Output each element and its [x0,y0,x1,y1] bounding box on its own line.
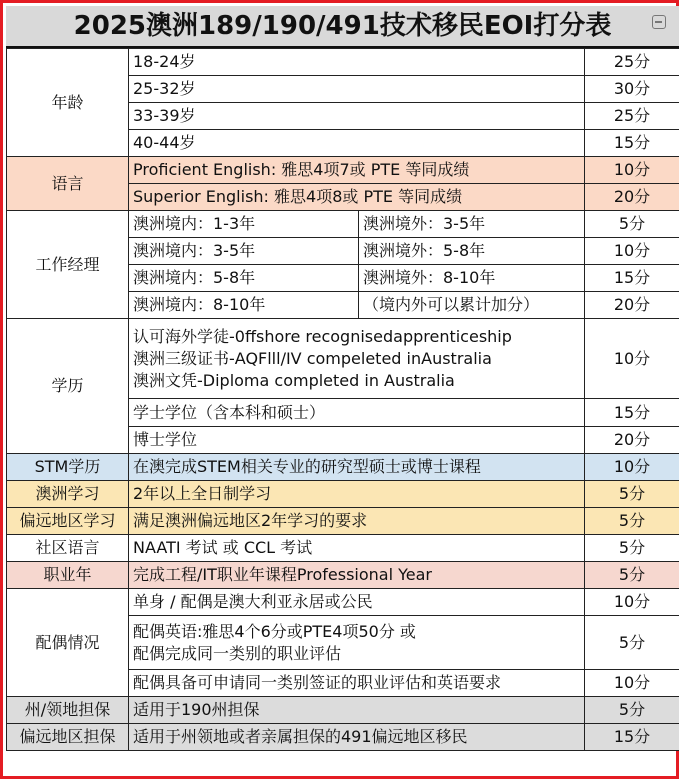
language-row-points: 20分 [585,184,679,211]
work-points: 10分 [585,238,679,265]
category-regional: 偏远地区担保 [7,724,129,751]
category-education: 学历 [7,319,129,454]
work-points: 15分 [585,265,679,292]
partner-single-desc: 单身 / 配偶是澳大利亚永居或公民 [129,589,585,616]
state-points: 5分 [585,697,679,724]
partner-english-points: 5分 [585,616,679,670]
regional-study-points: 5分 [585,508,679,535]
category-regional-study: 偏远地区学习 [7,508,129,535]
community-points: 5分 [585,535,679,562]
professional-year-points: 5分 [585,562,679,589]
study-points: 5分 [585,481,679,508]
work-offshore: （境内外可以累计加分） [359,292,585,319]
exit-icon[interactable] [652,15,666,29]
education-diploma-desc [129,319,585,399]
category-professional-year: 职业年 [7,562,129,589]
page-title: 2025澳洲189/190/491技术移民EOI打分表 [6,6,679,48]
table-row [7,562,679,589]
community-desc: NAATI 考试 或 CCL 考试 [129,535,585,562]
category-work: 工作经理 [7,211,129,319]
work-offshore: 澳洲境外：8-10年 [359,265,585,292]
table-row [7,508,679,535]
table-row [7,211,679,238]
language-row-points: 10分 [585,157,679,184]
language-row-desc: Superior English: 雅思4项8或 PTE 等同成绩 [129,184,585,211]
table-row [7,49,679,76]
education-diploma-line: 认可海外学徒-0ffshore recognisedapprenticeship [133,326,512,346]
partner-english-line: 配偶英语:雅思4个6分或PTE4项50分 或 [133,621,416,641]
state-desc: 适用于190州担保 [129,697,585,724]
age-row-desc: 33-39岁 [129,103,585,130]
partner-skilled-desc: 配偶具备可申请同一类别签证的职业评估和英语要求 [129,670,585,697]
partner-english-desc [129,616,585,670]
eoi-points-table [6,48,679,751]
partner-skilled-points: 10分 [585,670,679,697]
table-row [7,454,679,481]
age-row-desc: 18-24岁 [129,49,585,76]
education-diploma-line: 澳洲文凭-Diploma completed in Australia [133,370,455,390]
education-doctorate-desc: 博士学位 [129,427,585,454]
table-row [7,157,679,184]
age-row-points: 25分 [585,49,679,76]
category-state: 州/领地担保 [7,697,129,724]
age-row-points: 30分 [585,76,679,103]
regional-desc: 适用于州领地或者亲属担保的491偏远地区移民 [129,724,585,751]
stm-desc: 在澳完成STEM相关专业的研究型硕士或博士课程 [129,454,585,481]
work-onshore: 澳洲境内：8-10年 [129,292,359,319]
table-row [7,724,679,751]
category-age: 年龄 [7,49,129,157]
age-row-points: 25分 [585,103,679,130]
table-row [7,481,679,508]
work-offshore: 澳洲境外：3-5年 [359,211,585,238]
work-onshore: 澳洲境内：1-3年 [129,211,359,238]
category-stm: STM学历 [7,454,129,481]
table-row [7,697,679,724]
regional-study-desc: 满足澳洲偏远地区2年学习的要求 [129,508,585,535]
work-points: 20分 [585,292,679,319]
regional-points: 15分 [585,724,679,751]
education-bachelor-desc: 学士学位（含本科和硕士） [129,399,585,427]
category-language: 语言 [7,157,129,211]
category-partner: 配偶情况 [7,589,129,697]
work-onshore: 澳洲境内：5-8年 [129,265,359,292]
age-row-desc: 25-32岁 [129,76,585,103]
partner-single-points: 10分 [585,589,679,616]
work-onshore: 澳洲境内：3-5年 [129,238,359,265]
partner-english-line: 配偶完成同一类别的职业评估 [133,643,342,663]
age-row-points: 15分 [585,130,679,157]
language-row-desc: Proficient English: 雅思4项7或 PTE 等同成绩 [129,157,585,184]
education-doctorate-points: 20分 [585,427,679,454]
category-community-language: 社区语言 [7,535,129,562]
work-points: 5分 [585,211,679,238]
age-row-desc: 40-44岁 [129,130,585,157]
stm-points: 10分 [585,454,679,481]
work-offshore: 澳洲境外：5-8年 [359,238,585,265]
education-diploma-line: 澳洲三级证书-AQFlll/IV compeleted inAustralia [133,348,492,368]
category-study: 澳洲学习 [7,481,129,508]
education-diploma-points: 10分 [585,319,679,399]
education-bachelor-points: 15分 [585,399,679,427]
table-row [7,319,679,399]
table-row [7,535,679,562]
table-row [7,589,679,616]
professional-year-desc: 完成工程/IT职业年课程Professional Year [129,562,585,589]
study-desc: 2年以上全日制学习 [129,481,585,508]
